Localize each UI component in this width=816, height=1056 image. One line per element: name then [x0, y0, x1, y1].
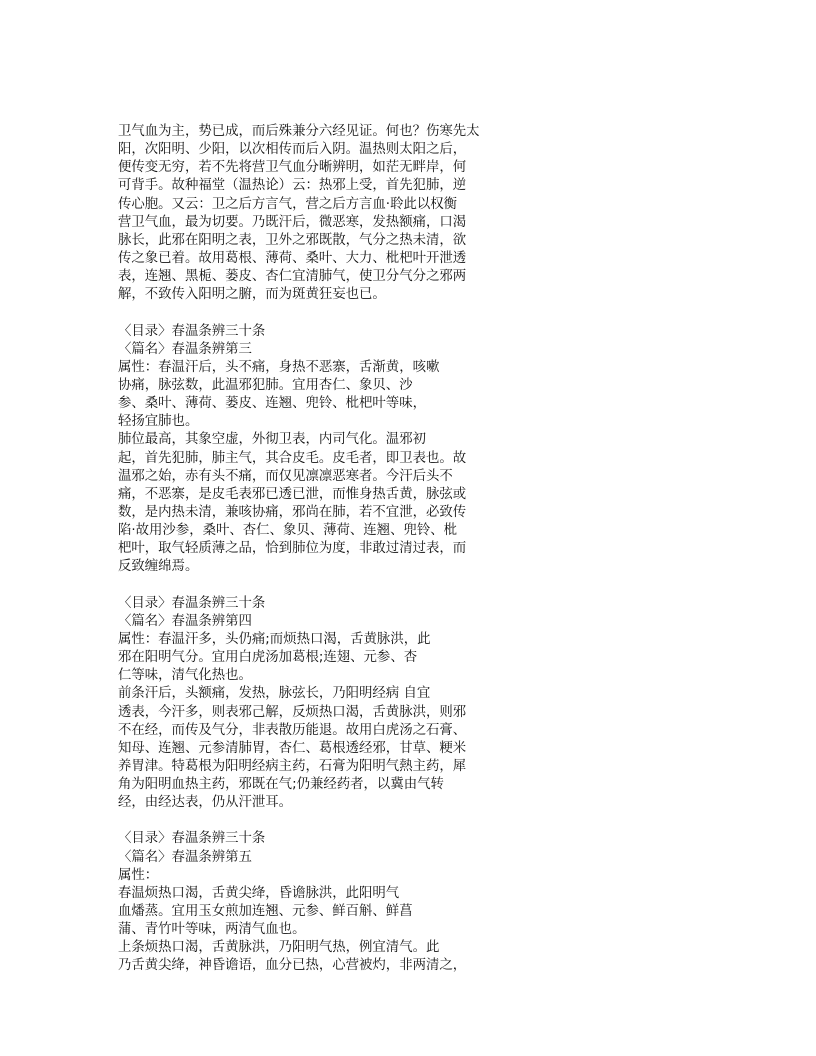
text-line: 经，由经达表，仍从汗泄耳。: [118, 795, 293, 811]
document-page: [118, 123, 518, 976]
text-line: 乃舌黄尖绛，神昏谵语，血分已热，心营被灼，非两清之，: [118, 958, 467, 974]
entry-section: [118, 830, 518, 975]
text-line: 可背手。故种福堂（温热论）云：热邪上受，首先犯肺，逆: [118, 178, 467, 194]
text-line: 〈目录〉春温条辨三十条: [118, 595, 266, 611]
text-line: 〈篇名〉春温条辨第三: [118, 341, 252, 357]
text-line: 表，连翘、黑栀、蒌皮、杏仁宜清肺气，使卫分气分之邪两: [118, 269, 467, 285]
text-line: 〈目录〉春温条辨三十条: [118, 323, 266, 339]
text-line: 上条烦热口渴，舌黄脉洪，乃阳明气热，例宜清气。此: [118, 940, 440, 956]
text-line: 属性：: [118, 867, 159, 883]
text-line: 透表，今汗多，则表邪己解，反烦热口渴，舌黄脉洪，则邪: [118, 704, 467, 720]
text-line: 属性：春温汗多，头仍痛;而烦热口渴，舌黄脉洪，此: [118, 631, 431, 647]
text-line: 轻扬宜肺也。: [118, 414, 199, 430]
text-line: 参、桑叶、薄荷、蒌皮、连翘、兜铃、枇杷叶等味，: [118, 396, 426, 412]
text-line: 脉长，此邪在阳明之表，卫外之邪既散，气分之热未清，欲: [118, 232, 467, 248]
text-line: 痛，不恶寨，是皮毛表邪已透已泄，而惟身热舌黄，脉弦或: [118, 486, 467, 502]
text-line: 邪在阳明气分。宜用白虎汤加葛根;连翅、元参、杏: [118, 650, 418, 666]
text-line: 前条汗后，头额痛，发热，脉弦长，乃阳明经病 自宜: [118, 686, 431, 702]
text-line: 反致缠绵焉。: [118, 559, 199, 575]
text-line: 〈篇名〉春温条辨第四: [118, 613, 252, 629]
text-line: 〈目录〉春温条辨三十条: [118, 831, 266, 847]
entry-section: [118, 323, 518, 577]
text-line: 便传变无穷，若不先将营卫气血分晰辨明，如茫无畔岸，何: [118, 160, 467, 176]
text-line: 陷·故用沙参，桑叶、杏仁、象贝、薄荷、连翘、兜铃、枇: [118, 523, 458, 539]
text-line: 营卫气血，最为切要。乃既汗后，微恶寒，发热额痛，口渴: [118, 214, 467, 230]
text-line: 肺位最高，其象空虚，外彻卫表，内司气化。温邪初: [118, 432, 426, 448]
text-line: 属性：春温汗后，头不痛，身热不恶寨，舌渐黄，咳嗽: [118, 359, 440, 375]
text-line: 阳，次阳明、少阳，以次相传而后入阴。温热则太阳之后，: [118, 142, 467, 158]
text-line: 数，是内热未清，兼咳协痛，邪尚在肺，若不宜泄，必致传: [118, 504, 467, 520]
text-line: 角为阳明血热主药，邪既在气;仍兼经药者，以冀由气转: [118, 777, 444, 793]
text-line: 春温烦热口渴，舌黄尖绛，昏谵脉洪，此阳明气: [118, 885, 400, 901]
text-line: 起，首先犯肺，肺主气，其合皮毛。皮毛者，即卫表也。故: [118, 450, 467, 466]
text-paragraph: [118, 123, 518, 304]
text-line: 杷叶，取气轻质薄之品，恰到肺位为度，非敢过清过表，而: [118, 541, 467, 557]
text-line: 蒲、青竹叶等味，两清气血也。: [118, 922, 306, 938]
text-line: 血燔蒸。宜用玉女煎加连翘、元参、鲜百斛、鲜菖: [118, 904, 413, 920]
text-line: 不在经，而传及气分，非表散历能退。故用白虎汤之石膏、: [118, 722, 467, 738]
text-line: 解，不致传入阳明之腑，而为斑黄狂妄也已。: [118, 287, 386, 303]
entry-section: [118, 595, 518, 813]
text-line: 传之象已着。故用葛根、薄荷、桑叶、大力、枇杷叶开泄透: [118, 250, 467, 266]
text-line: 传心胞。又云：卫之后方言气，营之后方言血·聆此以权衡: [118, 196, 458, 212]
text-line: 〈篇名〉春温条辨第五: [118, 849, 252, 865]
text-line: 协痛，脉弦数，此温邪犯肺。宜用杏仁、象贝、沙: [118, 377, 413, 393]
text-line: 知母、连翘、元参清肺胃，杏仁、葛根透经邪，甘草、粳米: [118, 740, 467, 756]
text-line: 卫气血为主，势已成，而后殊兼分六经见证。何也？伤寒先太: [118, 124, 480, 139]
text-line: 仁等味，清气化热也。: [118, 668, 252, 684]
text-line: 养胃津。特葛根为阳明经病主药，石膏为阳明气熱主药，犀: [118, 758, 467, 774]
text-line: 温邪之始，赤有头不痛，而仅见凛凛恶寒者。今汗后头不: [118, 468, 453, 484]
